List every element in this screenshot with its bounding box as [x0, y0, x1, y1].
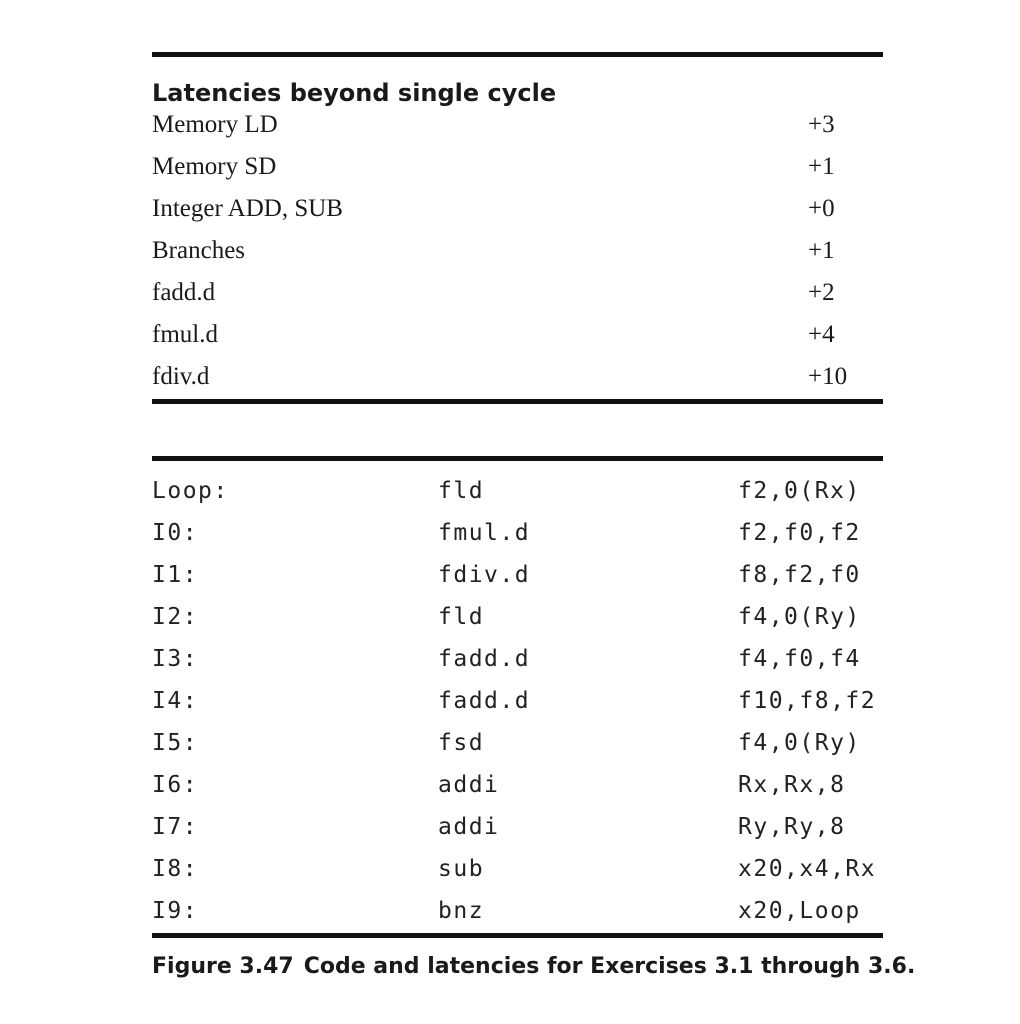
code-operands: f8,f2,f0 — [738, 562, 861, 588]
latency-name: Integer ADD, SUB — [152, 195, 343, 222]
figure-caption — [152, 952, 915, 982]
latency-value: +10 — [808, 363, 848, 390]
latency-name: Memory SD — [152, 153, 277, 180]
latency-row — [152, 362, 883, 392]
code-operands: x20,x4,Rx — [738, 856, 877, 882]
code-opcode: bnz — [438, 898, 485, 924]
code-opcode: fadd.d — [438, 646, 531, 672]
latency-name: fadd.d — [152, 279, 216, 306]
code-line — [152, 644, 883, 674]
latency-name: fdiv.d — [152, 363, 210, 390]
code-line — [152, 728, 883, 758]
latency-row — [152, 194, 883, 224]
code-label: I7: — [152, 814, 199, 840]
code-opcode: addi — [438, 772, 500, 798]
code-opcode: sub — [438, 856, 485, 882]
code-opcode: fld — [438, 604, 485, 630]
code-label: I4: — [152, 688, 199, 714]
code-label: I3: — [152, 646, 199, 672]
latency-name: fmul.d — [152, 321, 218, 348]
code-line — [152, 854, 883, 884]
latency-value: +1 — [808, 153, 835, 180]
latency-table-bottom-rule — [152, 399, 883, 404]
code-line — [152, 686, 883, 716]
code-opcode: addi — [438, 814, 500, 840]
code-opcode: fld — [438, 478, 485, 504]
latency-table-top-rule — [152, 52, 883, 57]
latency-row — [152, 236, 883, 266]
latency-value: +4 — [808, 321, 835, 348]
latency-name: Memory LD — [152, 111, 278, 138]
code-operands: f4,0(Ry) — [738, 730, 861, 756]
code-label: Loop: — [152, 478, 229, 504]
code-label: I8: — [152, 856, 199, 882]
latency-row — [152, 320, 883, 350]
figure-number: Figure 3.47 — [152, 954, 294, 979]
code-operands: Rx,Rx,8 — [738, 772, 846, 798]
latency-value: +3 — [808, 111, 835, 138]
code-label: I2: — [152, 604, 199, 630]
code-label: I6: — [152, 772, 199, 798]
code-listing-bottom-rule — [152, 933, 883, 938]
code-line — [152, 812, 883, 842]
code-operands: f4,f0,f4 — [738, 646, 861, 672]
figure-caption-text: Code and latencies for Exercises 3.1 through 3.6. — [303, 954, 916, 979]
code-opcode: fsd — [438, 730, 485, 756]
code-label: I1: — [152, 562, 199, 588]
latency-row — [152, 152, 883, 182]
code-operands: f4,0(Ry) — [738, 604, 861, 630]
code-line — [152, 602, 883, 632]
latency-value: +0 — [808, 195, 835, 222]
latency-row — [152, 110, 883, 140]
latency-value: +2 — [808, 279, 835, 306]
latency-table-heading: Latencies beyond single cycle — [152, 79, 557, 107]
code-opcode: fmul.d — [438, 520, 531, 546]
code-listing-top-rule — [152, 456, 883, 461]
code-line — [152, 476, 883, 506]
code-line — [152, 518, 883, 548]
code-line — [152, 560, 883, 590]
code-label: I5: — [152, 730, 199, 756]
code-label: I9: — [152, 898, 199, 924]
code-line — [152, 770, 883, 800]
code-opcode: fdiv.d — [438, 562, 531, 588]
code-operands: f2,0(Rx) — [738, 478, 861, 504]
code-opcode: fadd.d — [438, 688, 531, 714]
code-line — [152, 896, 883, 926]
code-label: I0: — [152, 520, 199, 546]
code-operands: x20,Loop — [738, 898, 861, 924]
code-operands: Ry,Ry,8 — [738, 814, 846, 840]
code-operands: f2,f0,f2 — [738, 520, 861, 546]
code-operands: f10,f8,f2 — [738, 688, 877, 714]
latency-name: Branches — [152, 237, 246, 264]
latency-row — [152, 278, 883, 308]
latency-value: +1 — [808, 237, 835, 264]
